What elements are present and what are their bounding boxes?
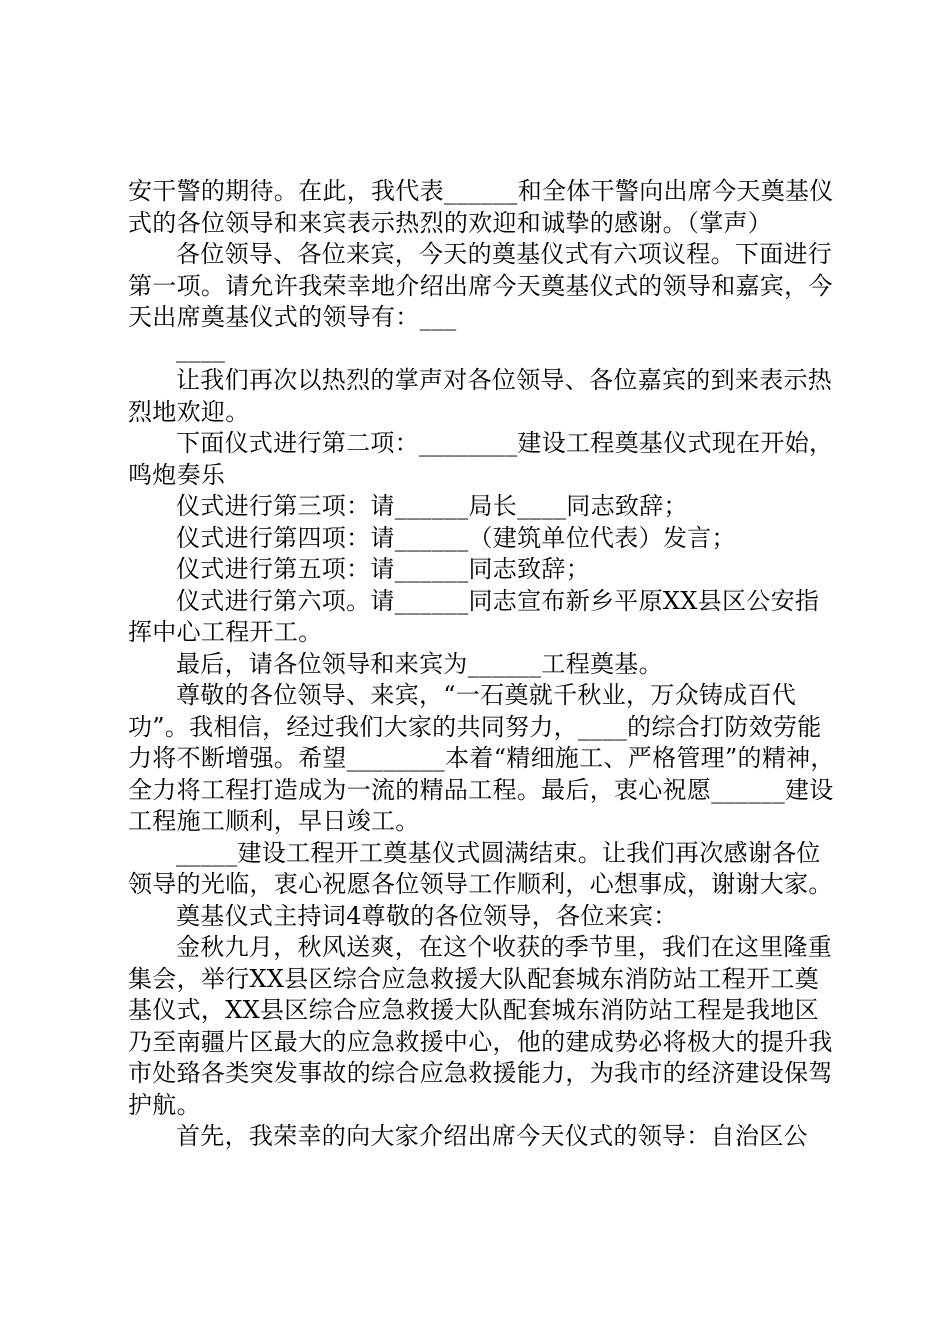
paragraph-script-four-heading: 奠基仪式主持词4尊敬的各位领导，各位来宾： [176, 901, 678, 930]
paragraph-item-two: 下面仪式进行第二项：________建设工程奠基仪式现在开始，鸣炮奏乐 [128, 429, 834, 489]
paragraph-ceremony-end: _____建设工程开工奠基仪式圆满结束。让我们再次感谢各位领导的光临，衷心祝愿各位领导工作顺利，心想事成，谢谢大家。 [128, 838, 833, 898]
paragraph-introduce-leaders: 首先，我荣幸的向大家介绍出席今天仪式的领导：自治区公 [176, 1122, 808, 1150]
paragraph-agenda-intro: 各位领导、各位来宾，今天的奠基仪式有六项议程。下面进行第一项。请允许我荣幸地介绍出席今天奠基仪式的领导和嘉宾，今天出席奠基仪式的领导有：___ [128, 240, 833, 331]
paragraph-applause: 让我们再次以热烈的掌声对各位领导、各位嘉宾的到来表示热烈地欢迎。 [128, 366, 833, 426]
paragraph-item-four: 仪式进行第四项：请______（建筑单位代表）发言； [176, 523, 736, 552]
paragraph-item-six: 仪式进行第六项。请______同志宣布新乡平原XX县区公安指挥中心工程开工。 [128, 586, 820, 646]
paragraph-item-three: 仪式进行第三项：请______局长____同志致辞； [176, 492, 688, 520]
paragraph-groundbreaking: 最后，请各位领导和来宾为______工程奠基。 [176, 649, 663, 678]
document-body [128, 176, 840, 1153]
paragraph-item-five: 仪式进行第五项：请______同志致辞； [176, 555, 590, 583]
paragraph-welcome-continued: 安干警的期待。在此，我代表______和全体干警向出席今天奠基仪式的各位领导和来宾表示热烈的欢迎和诚挚的感谢。（掌声） [128, 177, 834, 237]
paragraph-leaders-blank: ____ [176, 334, 226, 363]
paragraph-autumn-opening: 金秋九月，秋风送爽，在这个收获的季节里，我们在这里隆重集会，举行XX县区综合应急救援大队配套城东消防站工程开工奠基仪式，XX县区综合应急救援大队配套城东消防站工程是我地区乃至南疆片区最大的应急救援中心，他的建成势必将极大的提升我市处臵各类突发事故的综合应急救援能力，为我市的经济建设保驾护航。 [128, 933, 833, 1119]
paragraph-closing-remarks: 尊敬的各位领导、来宾，“一石奠就千秋业，万众铸成百代功”。我相信，经过我们大家的共同努力，____的综合打防效劳能力将不断增强。希望________本着“精细施工、严格管理”的精神，全力将工程打造成为一流的精品工程。最后，衷心祝愿______建设工程施工顺利，早日竣工。 [128, 681, 835, 835]
